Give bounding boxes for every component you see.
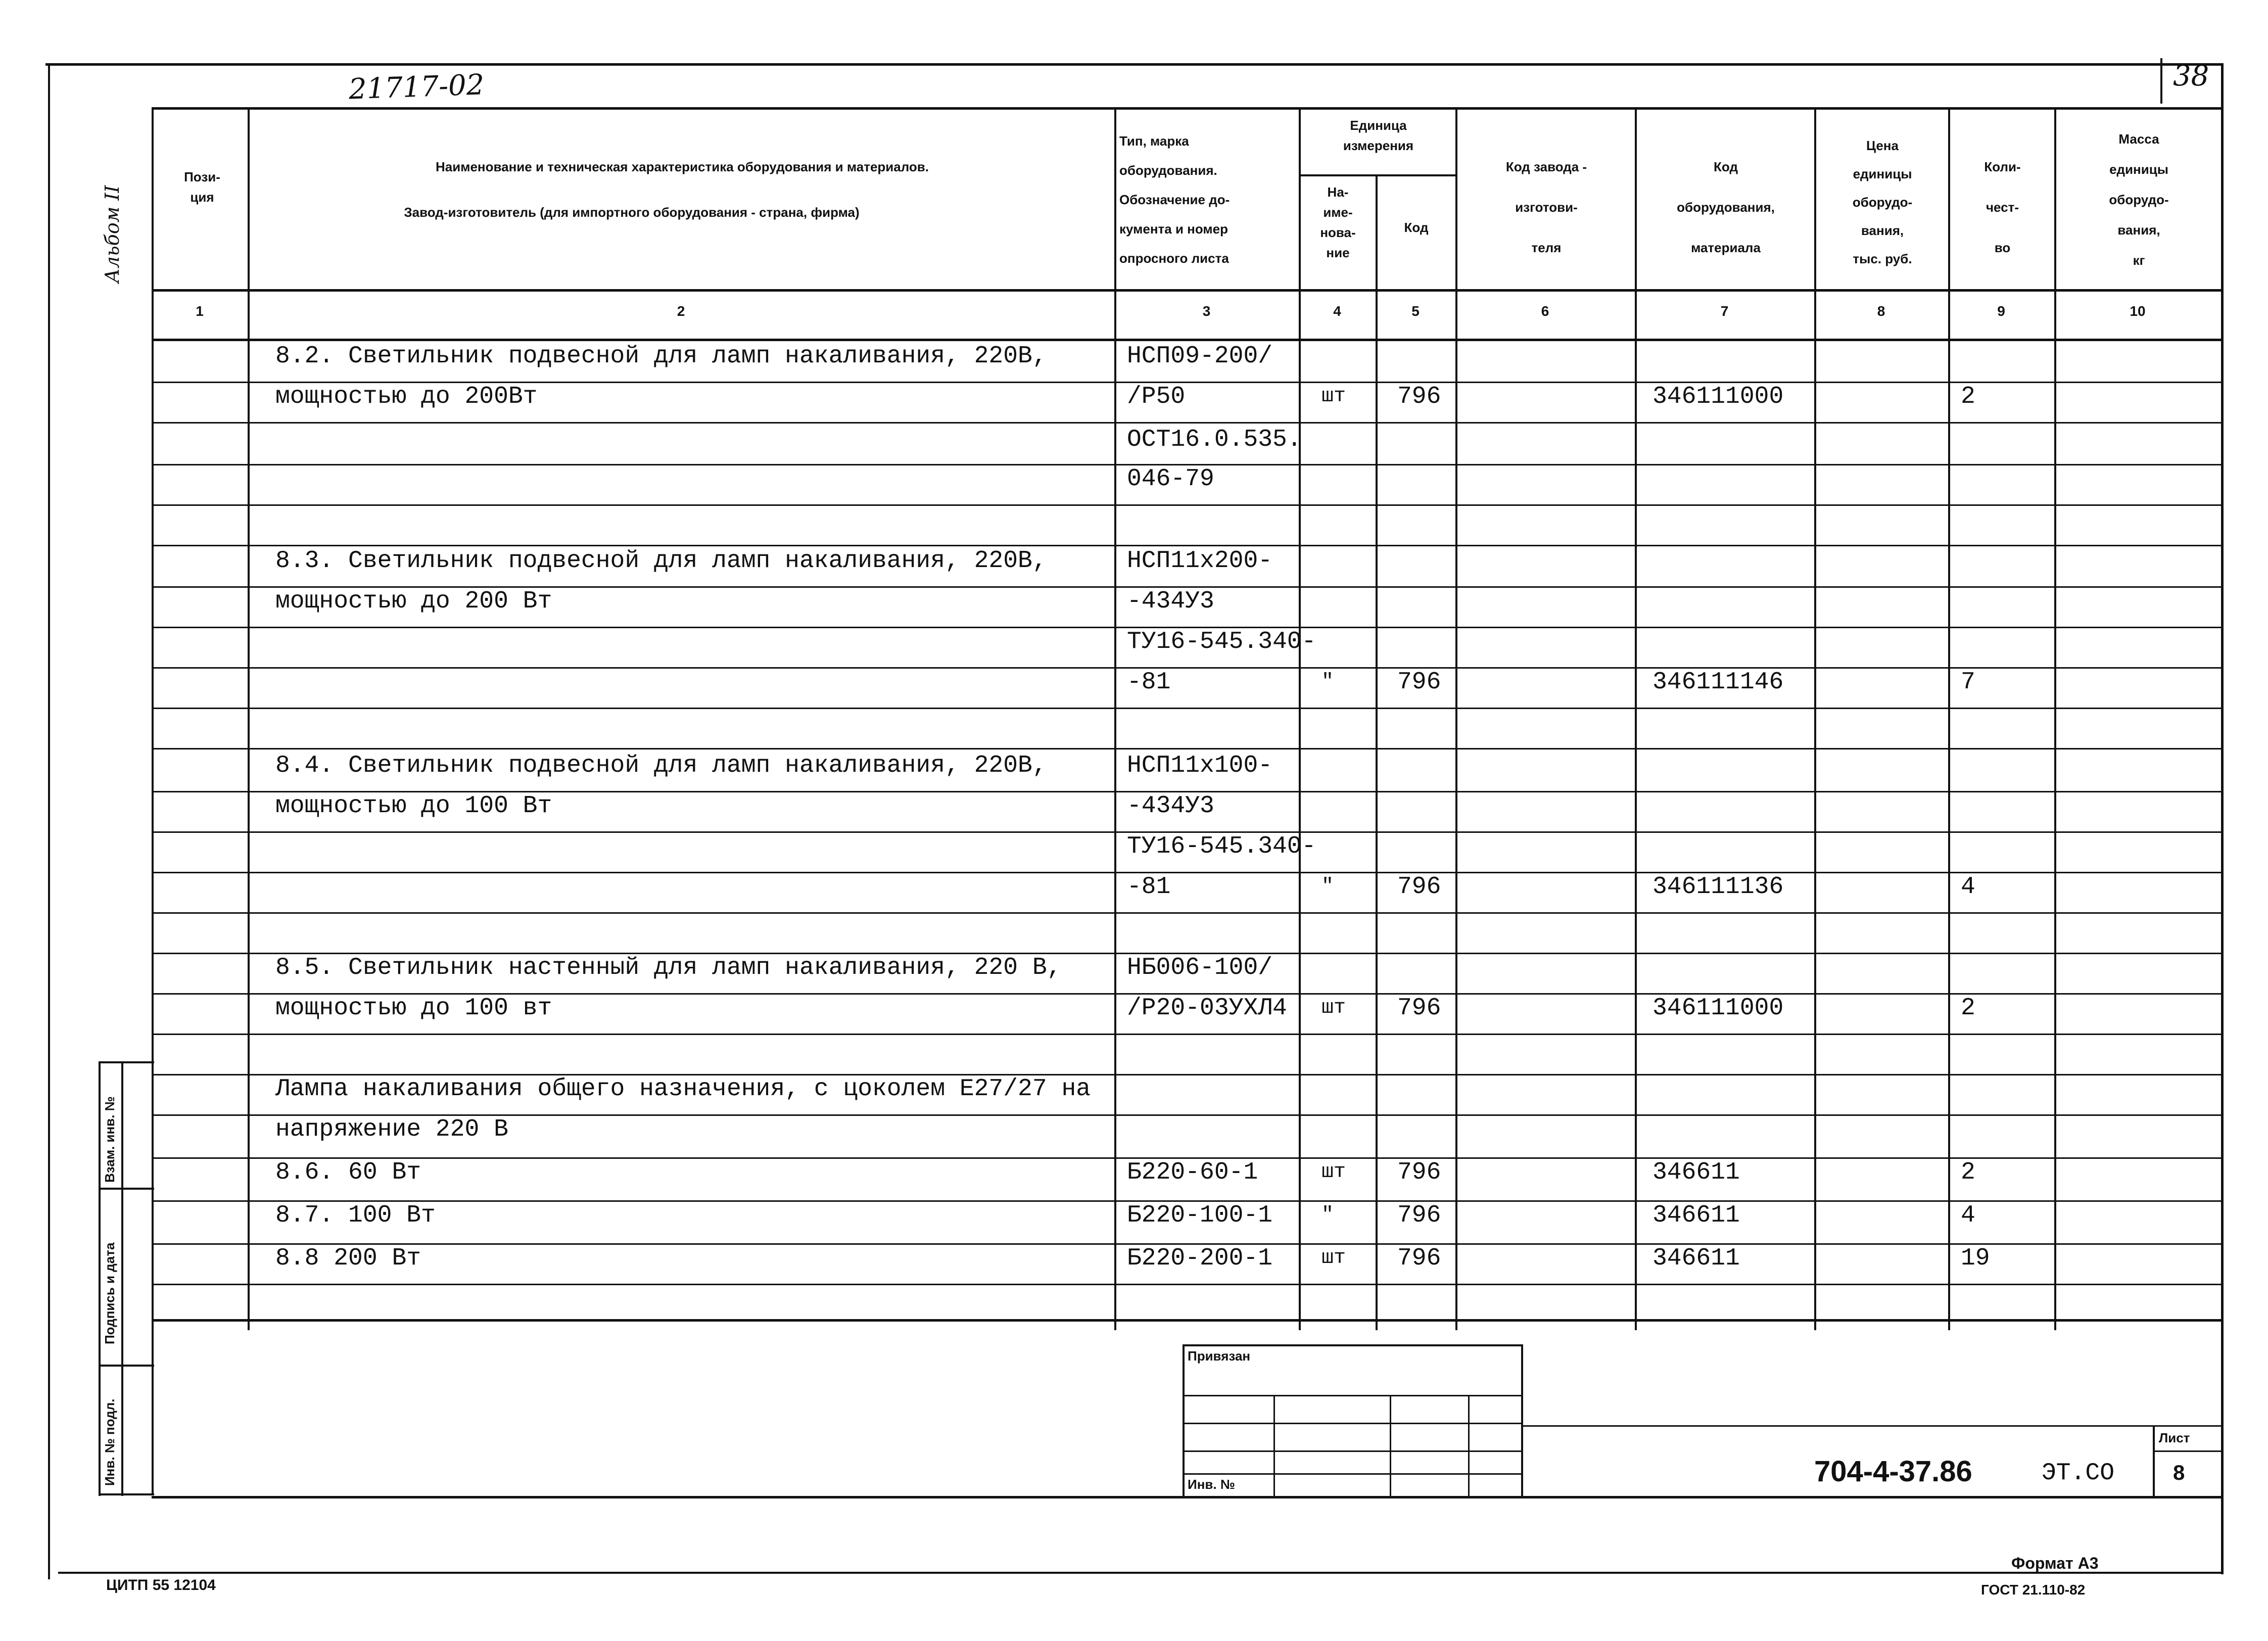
attached-box-col2 <box>1390 1395 1391 1496</box>
cell-qty: 7 <box>1961 669 1975 696</box>
page-number: 38 <box>2173 60 2209 92</box>
cell-name: 8.5. Светильник настенный для ламп накаливания, 220 В, <box>275 954 1062 981</box>
header-type: Тип, марка оборудования. Обозначение до- кумента и номер опросного листа <box>1119 133 1230 266</box>
header-unit-name: На- име- нова- ние <box>1320 184 1356 260</box>
cell-type: /Р50 <box>1127 383 1186 410</box>
stamp-bottom <box>99 1493 154 1495</box>
colnum-5: 5 <box>1411 303 1420 319</box>
cell-unit-code: 796 <box>1397 1159 1441 1186</box>
cell-unit: шт <box>1321 1161 1346 1184</box>
cell-type: НСП09-200/ <box>1127 343 1273 370</box>
cell-type: НСП11х100- <box>1127 752 1273 779</box>
designation: 704-4-37.86 <box>1814 1455 1972 1488</box>
cell-type: НСП11х200- <box>1127 547 1273 575</box>
cell-type: ОСТ16.0.535. <box>1127 426 1302 453</box>
cell-name: мощностью до 100 вт <box>275 995 552 1022</box>
header-name-line2: Завод-изготовитель (для импортного оборудования - страна, фирма) <box>404 205 860 220</box>
attached-box-col1 <box>1273 1395 1275 1496</box>
cell-unit: " <box>1321 875 1334 898</box>
cell-name: 8.4. Светильник подвесной для ламп накаливания, 220В, <box>275 752 1047 779</box>
titleblock-top <box>152 1319 2223 1322</box>
cell-name: мощностью до 200Вт <box>275 383 538 410</box>
header-qty: Коли- чест- во <box>1984 159 2021 255</box>
col-line-2 <box>1114 107 1116 1330</box>
cell-type: -81 <box>1127 669 1171 696</box>
side-vzam-inv: Взам. инв. № <box>102 1096 117 1183</box>
attached-box-row4 <box>1183 1473 1522 1475</box>
row-rule <box>152 504 2223 506</box>
cell-name: 8.6. 60 Вт <box>275 1159 421 1186</box>
gost-label: ГОСТ 21.110-82 <box>1981 1582 2086 1598</box>
page-number-divider <box>2160 58 2162 104</box>
cell-unit: шт <box>1321 385 1346 408</box>
unit-split-line <box>1299 174 1456 176</box>
colnum-2: 2 <box>677 303 685 319</box>
sheet-box-left <box>2153 1425 2155 1496</box>
cell-type: Б220-60-1 <box>1127 1159 1258 1186</box>
cell-name: 8.3. Светильник подвесной для ламп накаливания, 220В, <box>275 547 1047 575</box>
cell-type: ТУ16-545.340- <box>1127 628 1316 655</box>
colnum-4: 4 <box>1333 303 1341 319</box>
row-rule <box>152 1034 2223 1035</box>
colnum-9: 9 <box>1997 303 2005 319</box>
cell-unit-code: 796 <box>1397 873 1441 901</box>
colnum-1: 1 <box>196 303 204 319</box>
sheet-number: 8 <box>2173 1461 2185 1484</box>
cell-unit-code: 796 <box>1397 995 1441 1022</box>
col-line-1 <box>248 107 250 1330</box>
cell-name: 8.8 200 Вт <box>275 1245 421 1272</box>
header-unit-code: Код <box>1404 220 1429 235</box>
row-rule <box>152 708 2223 709</box>
row-rule <box>152 422 2223 424</box>
cell-unit-code: 796 <box>1397 1202 1441 1229</box>
cell-qty: 2 <box>1961 995 1975 1022</box>
frame-top <box>45 63 2224 66</box>
cell-equip-code: 346611 <box>1652 1202 1740 1229</box>
cell-unit: шт <box>1321 997 1346 1019</box>
header-price: Цена единицы оборудо- вания, тыс. руб. <box>1852 138 1913 266</box>
side-signature-date: Подпись и дата <box>102 1242 117 1344</box>
cell-equip-code: 346111136 <box>1652 873 1784 901</box>
row-rule <box>152 748 2223 749</box>
frame-bottom <box>58 1572 2224 1574</box>
cell-type: 046-79 <box>1127 465 1214 493</box>
cell-type: ТУ16-545.340- <box>1127 833 1316 860</box>
cell-qty: 2 <box>1961 1159 1975 1186</box>
cell-qty: 4 <box>1961 1202 1975 1229</box>
cell-type: НБ006-100/ <box>1127 954 1273 981</box>
cell-type: /Р20-03УХЛ4 <box>1127 995 1287 1022</box>
cell-unit-code: 796 <box>1397 383 1441 410</box>
colnum-6: 6 <box>1541 303 1549 319</box>
designation-suffix: ЭТ.СО <box>2042 1460 2115 1487</box>
attached-label: Привязан <box>1188 1348 1251 1364</box>
cell-qty: 19 <box>1961 1245 1990 1272</box>
sheet-box-mid <box>2153 1450 2223 1452</box>
header-position: Пози- ция <box>184 169 220 205</box>
attached-box-top <box>1183 1344 1522 1346</box>
sheet-label: Лист <box>2159 1430 2190 1445</box>
col-line-6 <box>1635 107 1637 1330</box>
stamp-div-2 <box>99 1365 154 1367</box>
row-rule <box>152 1284 2223 1285</box>
cell-qty: 2 <box>1961 383 1975 410</box>
cell-equip-code: 346611 <box>1652 1159 1740 1186</box>
header-factory-code: Код завода - изготови- теля <box>1505 159 1587 255</box>
header-bottom <box>152 289 2223 292</box>
titleblock-bottom <box>152 1496 2223 1498</box>
cell-unit: " <box>1321 1204 1334 1227</box>
inv-label: Инв. № <box>1188 1477 1235 1492</box>
cell-unit: " <box>1321 671 1334 693</box>
row-rule <box>152 872 2223 873</box>
col-line-9 <box>2054 107 2056 1330</box>
row-rule <box>152 667 2223 669</box>
colnum-7: 7 <box>1720 303 1729 319</box>
cell-type: -434У3 <box>1127 588 1214 615</box>
footer-left: ЦИТП 55 12104 <box>106 1577 216 1593</box>
header-mass: Масса единицы оборудо- вания, кг <box>2109 131 2169 268</box>
colnum-10: 10 <box>2130 303 2146 319</box>
col-line-5 <box>1455 107 1457 1330</box>
designation-line <box>1521 1425 2223 1427</box>
cell-name: мощностью до 200 Вт <box>275 588 552 615</box>
cell-unit-code: 796 <box>1397 669 1441 696</box>
attached-box-row1 <box>1183 1395 1522 1396</box>
frame-left <box>48 63 50 1579</box>
stamp-col-left <box>99 1061 101 1496</box>
cell-type: -81 <box>1127 873 1171 901</box>
header-unit: Единица измерения <box>1343 118 1414 153</box>
cell-type: -434У3 <box>1127 792 1214 820</box>
colnum-3: 3 <box>1202 303 1211 319</box>
cell-equip-code: 346611 <box>1652 1245 1740 1272</box>
attached-box-row2 <box>1183 1423 1522 1424</box>
side-inv-podl: Инв. № подл. <box>102 1398 117 1486</box>
stamp-div-1 <box>99 1188 154 1190</box>
cell-equip-code: 346111000 <box>1652 383 1784 410</box>
cell-equip-code: 346111000 <box>1652 995 1784 1022</box>
cell-name: напряжение 220 В <box>275 1116 508 1143</box>
col-line-7 <box>1814 107 1816 1330</box>
doc-number-top: 21717-02 <box>348 68 485 106</box>
header-equip-code: Код оборудования, материала <box>1677 159 1775 255</box>
row-rule <box>152 912 2223 914</box>
colnum-8: 8 <box>1877 303 1885 319</box>
col-line-4 <box>1376 174 1378 1330</box>
attached-box-row3 <box>1183 1450 1522 1452</box>
format-label: Формат А3 <box>2011 1554 2099 1572</box>
cell-equip-code: 346111146 <box>1652 669 1784 696</box>
attached-box-col3 <box>1468 1395 1470 1496</box>
cell-name: мощностью до 100 Вт <box>275 792 552 820</box>
col-line-3 <box>1299 107 1301 1330</box>
stamp-top <box>99 1061 154 1063</box>
header-name-line1: Наименование и техническая характеристика оборудования и материалов. <box>435 159 929 174</box>
cell-name: 8.2. Светильник подвесной для ламп накаливания, 220В, <box>275 343 1047 370</box>
cell-unit-code: 796 <box>1397 1245 1441 1272</box>
stamp-col-right <box>121 1061 123 1496</box>
header-top <box>152 107 2223 110</box>
cell-unit: шт <box>1321 1247 1346 1270</box>
cell-type: Б220-100-1 <box>1127 1202 1273 1229</box>
album-label: Альбом II <box>101 185 123 283</box>
col-line-8 <box>1948 107 1950 1330</box>
cell-type: Б220-200-1 <box>1127 1245 1273 1272</box>
cell-name: Лампа накаливания общего назначения, с цоколем Е27/27 на <box>275 1075 1091 1103</box>
cell-name: 8.7. 100 Вт <box>275 1202 436 1229</box>
cell-qty: 4 <box>1961 873 1975 901</box>
